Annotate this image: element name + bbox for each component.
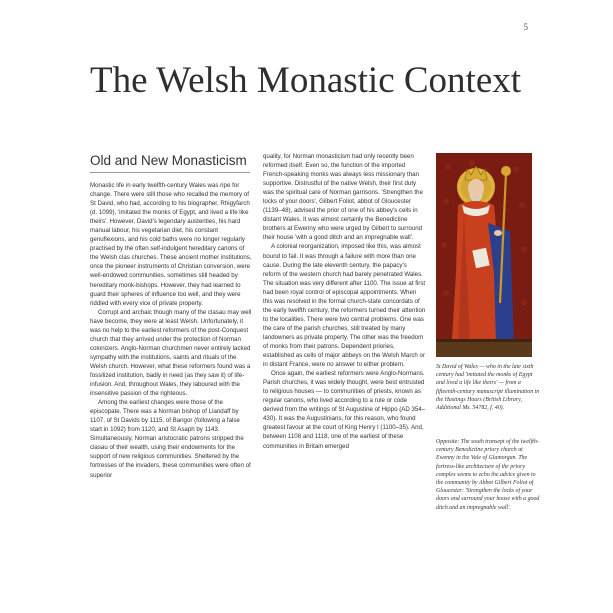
page-number: 5	[523, 22, 528, 32]
paragraph: Among the earliest changes were those of the episcopate. There was a Norman bishop of Llandaff by 1107, of St Davids by 1115, of Bangor (following a false start in 1092) from 1120, and St Asaph by 1143. Simultaneously, Norman aristocratic patrons stripped the clasau of their wealth, using their endowments for the support of new religious communities. Sheltered by the fortresses of the invaders, these communities were often of superior	[90, 399, 251, 479]
figure-caption: St David of Wales — who in the late sixth century had 'imitated the monks of Egypt and lived a life like theirs' — from a fifteenth-century manuscript illumination in the Hastings Hours (British Library, Additional Ms. 54782, f. 40).	[436, 364, 540, 412]
manuscript-illumination-icon	[436, 153, 532, 357]
body-column-left	[90, 181, 253, 559]
paragraph: Monastic life in early twelfth-century Wales was ripe for change. There were still those who recalled the memory of St David, who had, according to his biographer, Rhigyfarch (d. 1099), 'imitated the monks of Egypt, and lived a life like theirs'. However, David's legendary austerities, his hard manual labour, his vegetarian diet, his constant genuflexions, and his cold baths were no longer regularly practised by the often self-indulgent hereditary canons of the Welsh clas churches. These ancient mother institutions, once the pioneer instruments of Christian conversion, were well-endowed communities, sometimes still headed by hereditary monk-bishops. However, they had learned to guard their spheres of influence too well, and they were riddled with every vice of private property.	[90, 182, 252, 307]
page-title: The Welsh Monastic Context	[90, 60, 522, 101]
section-rule	[90, 172, 250, 173]
body-column-right	[263, 152, 426, 560]
st-david-illumination	[436, 153, 532, 357]
paragraph: Once again, the earliest reformers were Anglo-Normans. Parish churches, it was widely thought, were best entrusted to religious houses — to communities of priests, known as regular canons, who lived according to a rule or code derived from the writings of St Augustine of Hippo (AD 354–430). It was the Augustinians, for this reason, who found greatest favour at the court of King Henry I (1100–35). And, between 1108 and 1118, one of the earliest of these communities in Britain emerged	[263, 370, 426, 450]
paragraph: quality, for Norman monasticism had only recently been reformed itself. Even so, the function of the imported French-speaking monks was always less missionary than supportive. Distrustful of the native Welsh, their first duty was the spiritual care of Norman garrisons. 'Strengthen the locks of your doors', Gilbert Foliot, abbot of Gloucester (1139–48), advised the prior of one of his abbey's cells in distant Wales. It was almost certainly the Benedictine brothers at Ewenny who were urged by Gilbert to surround their house 'with a good ditch and an impregnable wall'.	[263, 153, 423, 242]
section-heading: Old and New Monasticism	[90, 153, 247, 168]
paragraph: Corrupt and archaic though many of the clasau may well have become, they were at least Welsh. Unfortunately, it was no help to the earliest reformers of the post-Conquest church that they arrived under the protection of Norman colonizers. Anglo-Norman churchmen never entirely lacked sympathy with the institutions, saints and rituals of the Welsh church. However, what these reformers found was a fossilized institution, badly in need (as they saw it) of life-infusion. And, throughout Wales, they laboured with the insensitive passion of the righteous.	[90, 308, 252, 398]
figure-caption-opposite: Opposite: The south transept of the twelfth-century Benedictine priory church at Ewenny in the Vale of Glamorgan. The fortress-like architecture of the priory complex seems to echo the advice given to the community by Abbot Gilbert Foliot of Gloucester: 'Strengthen the locks of your doors and surround your house with a good ditch and an impregnable wall'.	[436, 439, 540, 511]
paragraph: A colonial reorganization, imposed like this, was almost bound to fail. It was through a failure with more than one cause. During the late eleventh century, the papacy's reform of the western church had barely penetrated Wales. The situation was very different after 1100. The issue at first had been royal control of episcopal appointments. When this was resolved in the formal church-state concordats of the early twelfth century, the reformers turned their attention to the localities. There were two central problems. One was the care of the parish churches, still treated by many landowners as private property. The other was the freedom of monks from their patrons. Dependent priories, established as cells of major abbeys on the Welsh March or in distant France, were no answer to either problem.	[263, 243, 426, 369]
